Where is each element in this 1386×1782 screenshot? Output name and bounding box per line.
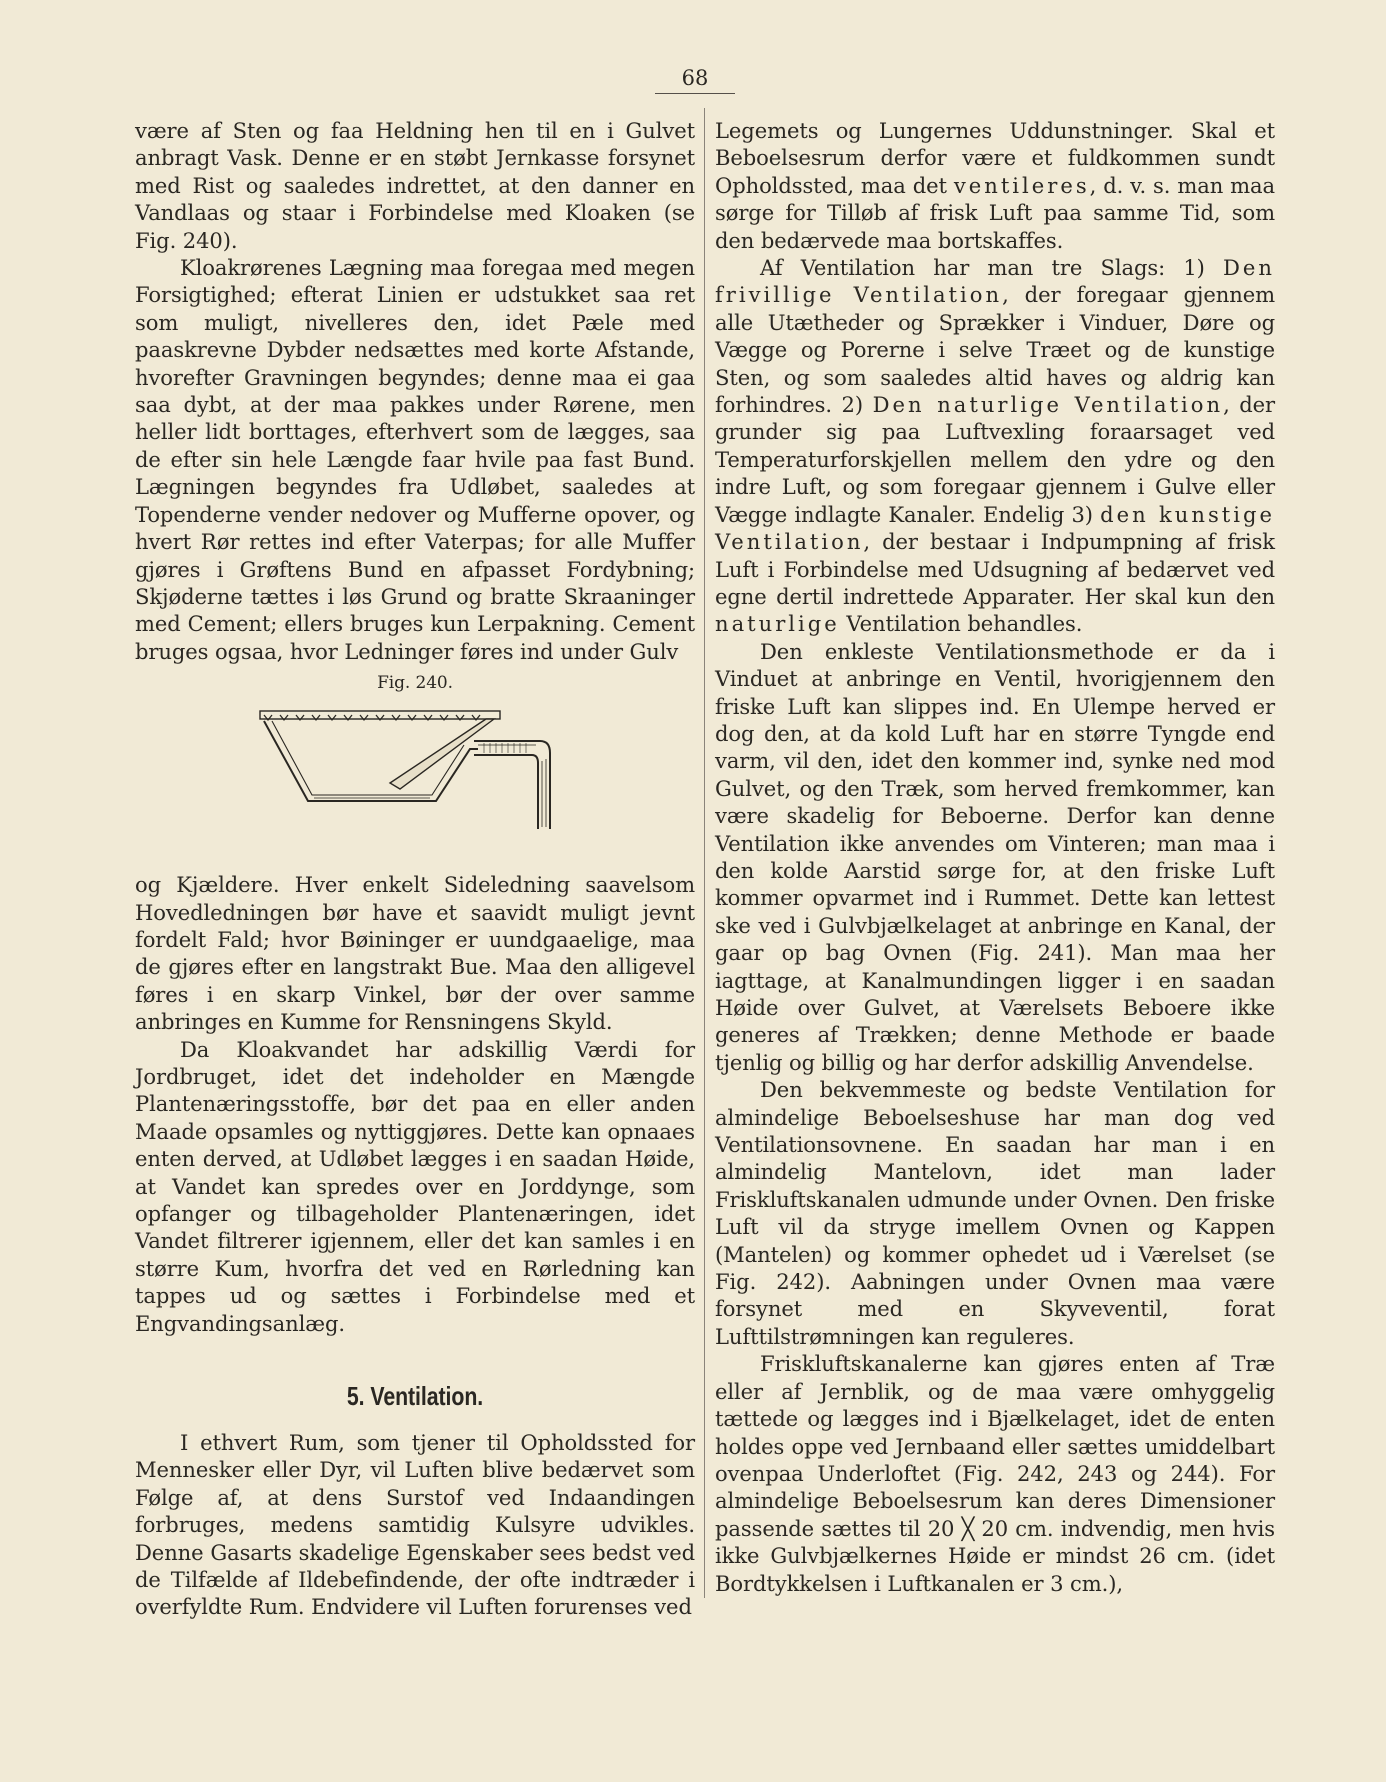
paragraph: I ethvert Rum, som tjener til Opholdssted for Mennesker eller Dyr, vil Luften blive bedærvet som Følge af, at dens Surstof ved Indaandingen forbruges, medens samtidig Kulsyre udvikles. Denne Gasarts skadelige Egenskaber sees bedst ved de Tilfælde af Ildebefindende, der ofte indtræder i overfyldte Rum. Endvidere vil Luften forurenses ved xyxy=(135,1430,695,1620)
paragraph: Den bekvemmeste og bedste Ventilation for almindelige Beboelseshuse har man dog ved Ventilationsovnene. En saadan har man i en almindelig Mantelovn, idet man lader Friskluftskanalen udmunde under Ovnen. Den friske Luft vil da stryge imellem Ovnen og Kappen (Mantelen) og kommer ophedet ud i Værelset (se Fig. 242). Aabningen under Ovnen maa være forsynet med en Skyveventil, forat Lufttilstrømningen kan reguleres. xyxy=(715,1077,1275,1349)
paragraph: Da Kloakvandet har adskillig Værdi for Jordbruget, idet det indeholder en Mængde Plantenæringsstoffe, bør det paa en eller anden Maade opsamles og nyttiggjøres. Dette kan opnaaes enten derved, at Udløbet lægges i en saadan Høide, at Vandet kan spredes over en Jorddynge, som opfanger og tilbageholder Plantenæringen, idet Vandet filtrerer igjennem, eller det kan samles i en større Kum, hvorfra det ved en Rørledning kan tappes ud og sættes i Forbindelse med et Engvandingsanlæg. xyxy=(135,1036,695,1336)
section-heading: 5. Ventilation. xyxy=(346,1381,484,1412)
paragraph: være af Sten og faa Heldning hen til en i Gulvet anbragt Vask. Denne er en støbt Jernkasse forsynet med Rist og saaledes indrettet, at den danner en Vandlaas og staar i Forbindelse med Kloaken (se Fig. 240). xyxy=(135,118,695,253)
figure-240 xyxy=(135,671,695,867)
left-column xyxy=(135,117,695,1621)
page-number: 68 xyxy=(655,66,735,94)
paragraph: Af Ventilation har man tre Slags: 1) Den frivillige Ventilation, der foregaar gjennem alle Utætheder og Sprækker i Vinduer, Døre og Vægge og Porerne i selve Træet og de kunstige Sten, og som saaledes altid haves og aldrig kan forhindres. 2) Den naturlige Ventilation, der grunder sig paa Luftvexling foraarsaget ved Temperaturforskjellen mellem den ydre og den indre Luft, og som foregaar gjennem i Gulve eller Vægge indlagte Kanaler. Endelig 3) den kunstige Ventilation, der bestaar i Indpumpning af frisk Luft i Forbindelse med Udsugning af bedærvet ved egne dertil indrettede Apparater. Her skal kun den naturlige Ventilation behandles. xyxy=(715,255,1276,637)
paragraph: Friskluftskanalerne kan gjøres enten af Træ eller af Jernblik, og de maa være omhyggelig tættede og lægges ind i Bjælkelaget, idet de enten holdes oppe ved Jernbaand eller sættes umiddelbart ovenpaa Underloftet (Fig. 242, 243 og 244). For almindelige Beboelsesrum kan deres Dimensioner passende sættes til 20 ╳ 20 cm. indvendig, men hvis ikke Gulvbjælkernes Høide er mindst 26 cm. (idet Bordtykkelsen i Luftkanalen er 3 cm.), xyxy=(715,1351,1275,1596)
paragraph: Den enkleste Ventilationsmethode er da i Vinduet at anbringe en Ventil, hvorigjennem den friske Luft kan slippes ind. En Ulempe herved er dog den, at da kold Luft har en større Tyngde end varm, vil den, idet den kommer ind, synke ned mod Gulvet, og den Træk, som herved fremkommer, kan være skadelig for Beboerne. Derfor kan denne Ventilation ikke anvendes om Vinteren; man maa i den kolde Aarstid sørge for, at den friske Luft kommer opvarmet ind i Rummet. Dette kan lettest ske ved i Gulvbjælkelaget at anbringe en Kanal, der gaar op bag Ovnen (Fig. 241). Man maa her iagttage, at Kanalmundingen ligger i en saadan Høide over Gulvet, at Værelsets Beboere ikke generes af Trækken; denne Methode er baade tjenlig og billig og har derfor adskillig Anvendelse. xyxy=(715,638,1275,1075)
paragraph: og Kjældere. Hver enkelt Sideledning saavelsom Hovedledningen bør have et saavidt muligt jevnt fordelt Fald; hvor Bøininger er uundgaaelige, maa de gjøres efter en langstrakt Bue. Maa den alligevel føres i en skarp Vinkel, bør der over samme anbringes en Kumme for Rensningens Skyld. xyxy=(135,872,695,1035)
column-divider xyxy=(704,108,705,1598)
paragraph: Kloakrørenes Lægning maa foregaa med megen Forsigtighed; efterat Linien er udstukket saa ret som muligt, nivelleres den, idet Pæle med paaskrevne Dybder nedsættes med korte Afstande, hvorefter Gravningen begyndes; denne maa ei gaa saa dybt, at der maa pakkes under Rørene, men heller lidt borttages, efterhvert som de lægges, saa de efter sin hele Længde faar hvile paa fast Bund. Lægningen begyndes fra Udløbet, saaledes at Topenderne vender nedover og Mufferne opover, og hvert Rør rettes ind efter Vaterpas; for alle Muffer gjøres i Grøftens Bund en afpasset Fordybning; Skjøderne tættes i løs Grund og bratte Skraaninger med Cement; ellers bruges kun Lerpakning. Cement bruges ogsaa, hvor Ledninger føres ind under Gulv xyxy=(135,255,695,664)
paragraph: Legemets og Lungernes Uddunstninger. Skal et Beboelsesrum derfor være et fuldkommen sundt Opholdssted, maa det ventileres, d. v. s. man maa sørge for Tilløb af frisk Luft paa samme Tid, som den bedærvede maa bortskaffes. xyxy=(715,118,1276,253)
right-column xyxy=(715,117,1275,1597)
figure-caption: Fig. 240. xyxy=(377,673,453,694)
drain-trap-illustration xyxy=(250,697,570,847)
